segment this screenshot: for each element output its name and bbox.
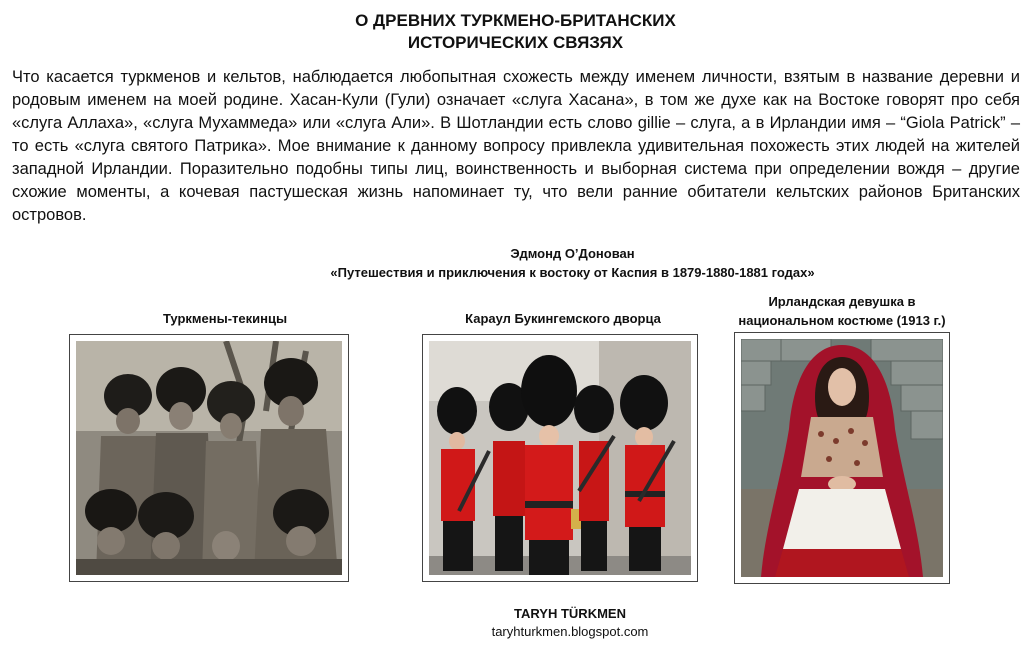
caption-turkmen: Туркмены-текинцы bbox=[162, 311, 288, 326]
caption-guards: Караул Букингемского дворца bbox=[465, 311, 661, 326]
title-line-1: О ДРЕВНИХ ТУРКМЕНО-БРИТАНСКИХ bbox=[355, 11, 676, 30]
photo-turkmen-tekins bbox=[69, 334, 349, 582]
credit-url[interactable]: taryhturkmen.blogspot.com bbox=[491, 624, 649, 639]
book-title: «Путешествия и приключения к востоку от Каспия в 1879-1880-1881 годах» bbox=[330, 265, 815, 280]
page-title bbox=[0, 10, 1031, 54]
caption-irish-girl-line-2: национальном костюме (1913 г.) bbox=[738, 313, 946, 328]
irish-girl-photo-image bbox=[741, 339, 943, 577]
caption-irish-girl-line-1: Ирландская девушка в bbox=[768, 294, 916, 309]
guards-photo-image bbox=[429, 341, 691, 575]
title-line-2: ИСТОРИЧЕСКИХ СВЯЗЯХ bbox=[407, 33, 624, 52]
credit-name: TARYH TÜRKMEN bbox=[514, 606, 626, 621]
quote-paragraph: Что касается туркменов и кельтов, наблюдается любопытная схожесть между именем личности, взятым в название деревни и родовым именем на моей родине. Хасан-Кули (Гули) означает «слуга Хасана», в том же духе как на Востоке говорят про себя «слуга Аллаха», «слуга Мухаммеда» или «слуга Али». В Шотландии есть слово gillie – слуга, а в Ирландии имя – “Giola Patrick” – то есть «слуга святого Патрика». Мое внимание к данному вопросу привлекла удивительная похожесть этих людей на жителей западной Ирландии. Поразительно подобны типы лиц, воинственность и выборная система при определении вождя – другие схожие моменты, а кочевая пастушеская жизнь напоминает ту, что вели ранние обитатели кельтских районов Британских островов. bbox=[12, 68, 1020, 224]
caption-irish-girl bbox=[718, 292, 966, 330]
photo-irish-girl bbox=[734, 332, 950, 584]
author-name: Эдмонд О’Донован bbox=[510, 246, 635, 261]
author-block bbox=[0, 244, 1031, 282]
turkmen-photo-image bbox=[76, 341, 342, 575]
photo-buckingham-guards bbox=[422, 334, 698, 582]
